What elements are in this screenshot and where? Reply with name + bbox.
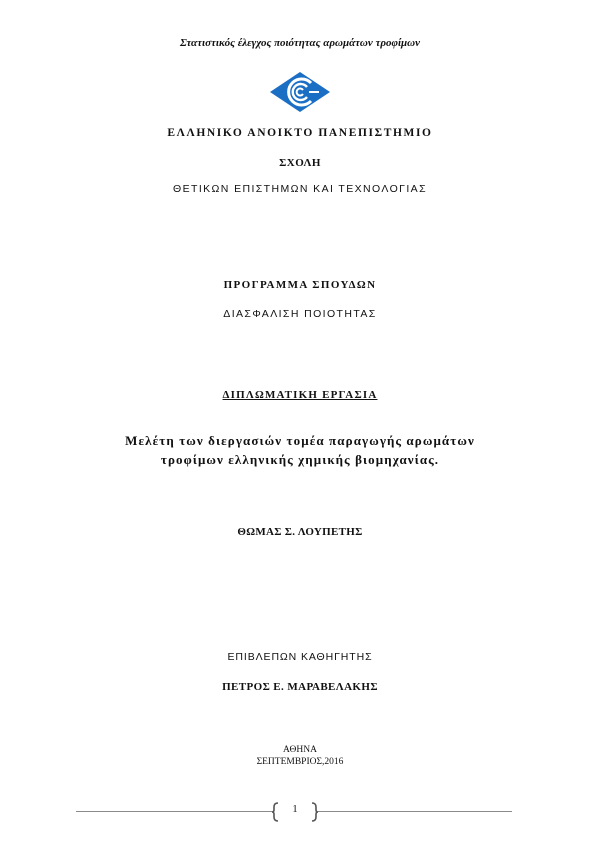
city: ΑΘΗΝΑ — [283, 745, 317, 755]
program-label: ΠΡΟΓΡΑΜΜΑ ΣΠΟΥΔΩΝ — [223, 279, 377, 291]
thesis-type-text: ΔΙΠΛΩΜΑΤΙΚΗ ΕΡΓΑΣΙΑ — [222, 389, 378, 401]
supervisor-label: ΕΠΙΒΛΕΠΩΝ ΚΑΘΗΓΗΤΗΣ — [227, 651, 373, 663]
date: ΣΕΠΤΕΜΒΡΙΟΣ,2016 — [256, 757, 344, 767]
supervisor-name: ΠΕΤΡΟΣ Ε. ΜΑΡΑΒΕΛΑΚΗΣ — [222, 681, 378, 693]
university-logo-icon — [269, 71, 331, 113]
footer-rule-left — [76, 811, 272, 812]
school-name: ΘΕΤΙΚΩΝ ΕΠΙΣΤΗΜΩΝ ΚΑΙ ΤΕΧΝΟΛΟΓΙΑΣ — [173, 183, 427, 195]
thesis-title-line-1: Μελέτη των διεργασιών τομέα παραγωγής αρωμάτων — [125, 433, 475, 448]
school-label: ΣΧΟΛΗ — [279, 157, 321, 169]
thesis-title-line-2: τροφίμων ελληνικής χημικής βιομηχανίας. — [160, 452, 440, 467]
page-number: 1 — [292, 804, 298, 815]
program-name: ΔΙΑΣΦΑΛΙΣΗ ΠΟΙΟΤΗΤΑΣ — [223, 308, 377, 320]
footer-rule-right — [318, 811, 512, 812]
running-header: Στατιστικός έλεγχος ποιότητας αρωμάτων τροφίμων — [180, 37, 420, 49]
author-name: ΘΩΜΑΣ Σ. ΛΟΥΠΕΤΗΣ — [237, 526, 363, 538]
thesis-type — [0, 389, 600, 401]
university-name: ΕΛΛΗΝΙΚΟ ΑΝΟΙΚΤΟ ΠΑΝΕΠΙΣΤΗΜΙΟ — [167, 127, 433, 139]
